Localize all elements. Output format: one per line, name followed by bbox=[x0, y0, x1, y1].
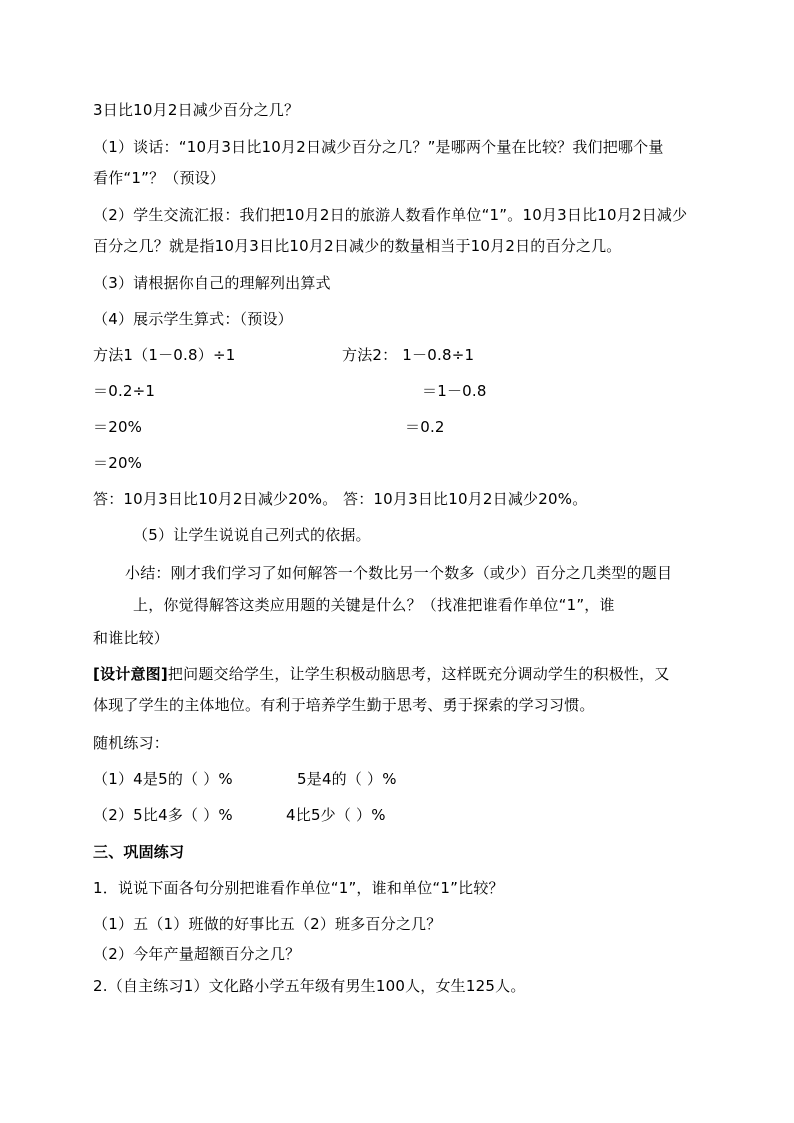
method-1-step: ＝0.2÷1 bbox=[93, 382, 156, 400]
text-line: （4）展示学生算式：（预设） bbox=[93, 310, 293, 328]
method-2-step: ＝0.2 bbox=[405, 418, 445, 436]
summary-line: 小结：刚才我们学习了如何解答一个数比另一个数多（或少）百分之几类型的题目 bbox=[125, 564, 673, 582]
design-intent-label: [设计意图] bbox=[93, 665, 168, 683]
random-practice-heading: 随机练习： bbox=[93, 734, 170, 752]
method-2-step: 方法2： 1－0.8÷1 bbox=[342, 346, 475, 364]
text-line: 看作“1”？（预设） bbox=[93, 169, 226, 187]
design-intent-text: 体现了学生的主体地位。有利于培养学生勤于思考、勇于探索的学习习惯。 bbox=[93, 696, 595, 714]
text-line: 百分之几？就是指10月3日比10月2日减少的数量相当于10月2日的百分之几。 bbox=[93, 237, 622, 255]
exercise-line: 1．说说下面各句分别把谁看作单位“1”，谁和单位“1”比较？ bbox=[93, 879, 504, 897]
text-line: （1）谈话：“10月3日比10月2日减少百分之几？”是哪两个量在比较？我们把哪个量 bbox=[93, 138, 664, 156]
exercise-line: （1）五（1）班做的好事比五（2）班多百分之几？ bbox=[93, 915, 442, 933]
text-line: 3日比10月2日减少百分之几？ bbox=[93, 101, 300, 119]
method-2-step: ＝1－0.8 bbox=[422, 382, 487, 400]
text-line: （2）学生交流汇报：我们把10月2日的旅游人数看作单位“1”。10月3日比10月2日减少 bbox=[93, 206, 688, 224]
design-intent-line bbox=[93, 664, 670, 684]
method-1-step: 方法1（1－0.8）÷1 bbox=[93, 346, 236, 364]
practice-item: 4比5少（ ）% bbox=[286, 806, 386, 824]
design-intent-text: 把问题交给学生，让学生积极动脑思考，这样既充分调动学生的积极性，又 bbox=[167, 665, 670, 683]
method-1-step: ＝20% bbox=[93, 454, 143, 472]
exercise-line: 2.（自主练习1）文化路小学五年级有男生100人，女生125人。 bbox=[93, 977, 526, 995]
text-line: （5）让学生说说自己列式的依据。 bbox=[133, 526, 371, 544]
practice-item: （1）4是5的（ ）% bbox=[93, 770, 233, 788]
practice-item: 5是4的（ ）% bbox=[297, 770, 397, 788]
answer-text: 答：10月3日比10月2日减少20%。 bbox=[343, 490, 588, 508]
summary-line: 和谁比较） bbox=[93, 629, 170, 647]
practice-item: （2）5比4多（ ）% bbox=[93, 806, 233, 824]
text-line: （3）请根据你自己的理解列出算式 bbox=[93, 274, 331, 292]
answer-text: 答：10月3日比10月2日减少20%。 bbox=[93, 490, 338, 508]
summary-line: 上，你觉得解答这类应用题的关键是什么？（找准把谁看作单位“1”，谁 bbox=[133, 596, 615, 614]
exercise-line: （2）今年产量超额百分之几？ bbox=[93, 945, 301, 963]
section-heading: 三、巩固练习 bbox=[93, 843, 185, 861]
method-1-step: ＝20% bbox=[93, 418, 143, 436]
